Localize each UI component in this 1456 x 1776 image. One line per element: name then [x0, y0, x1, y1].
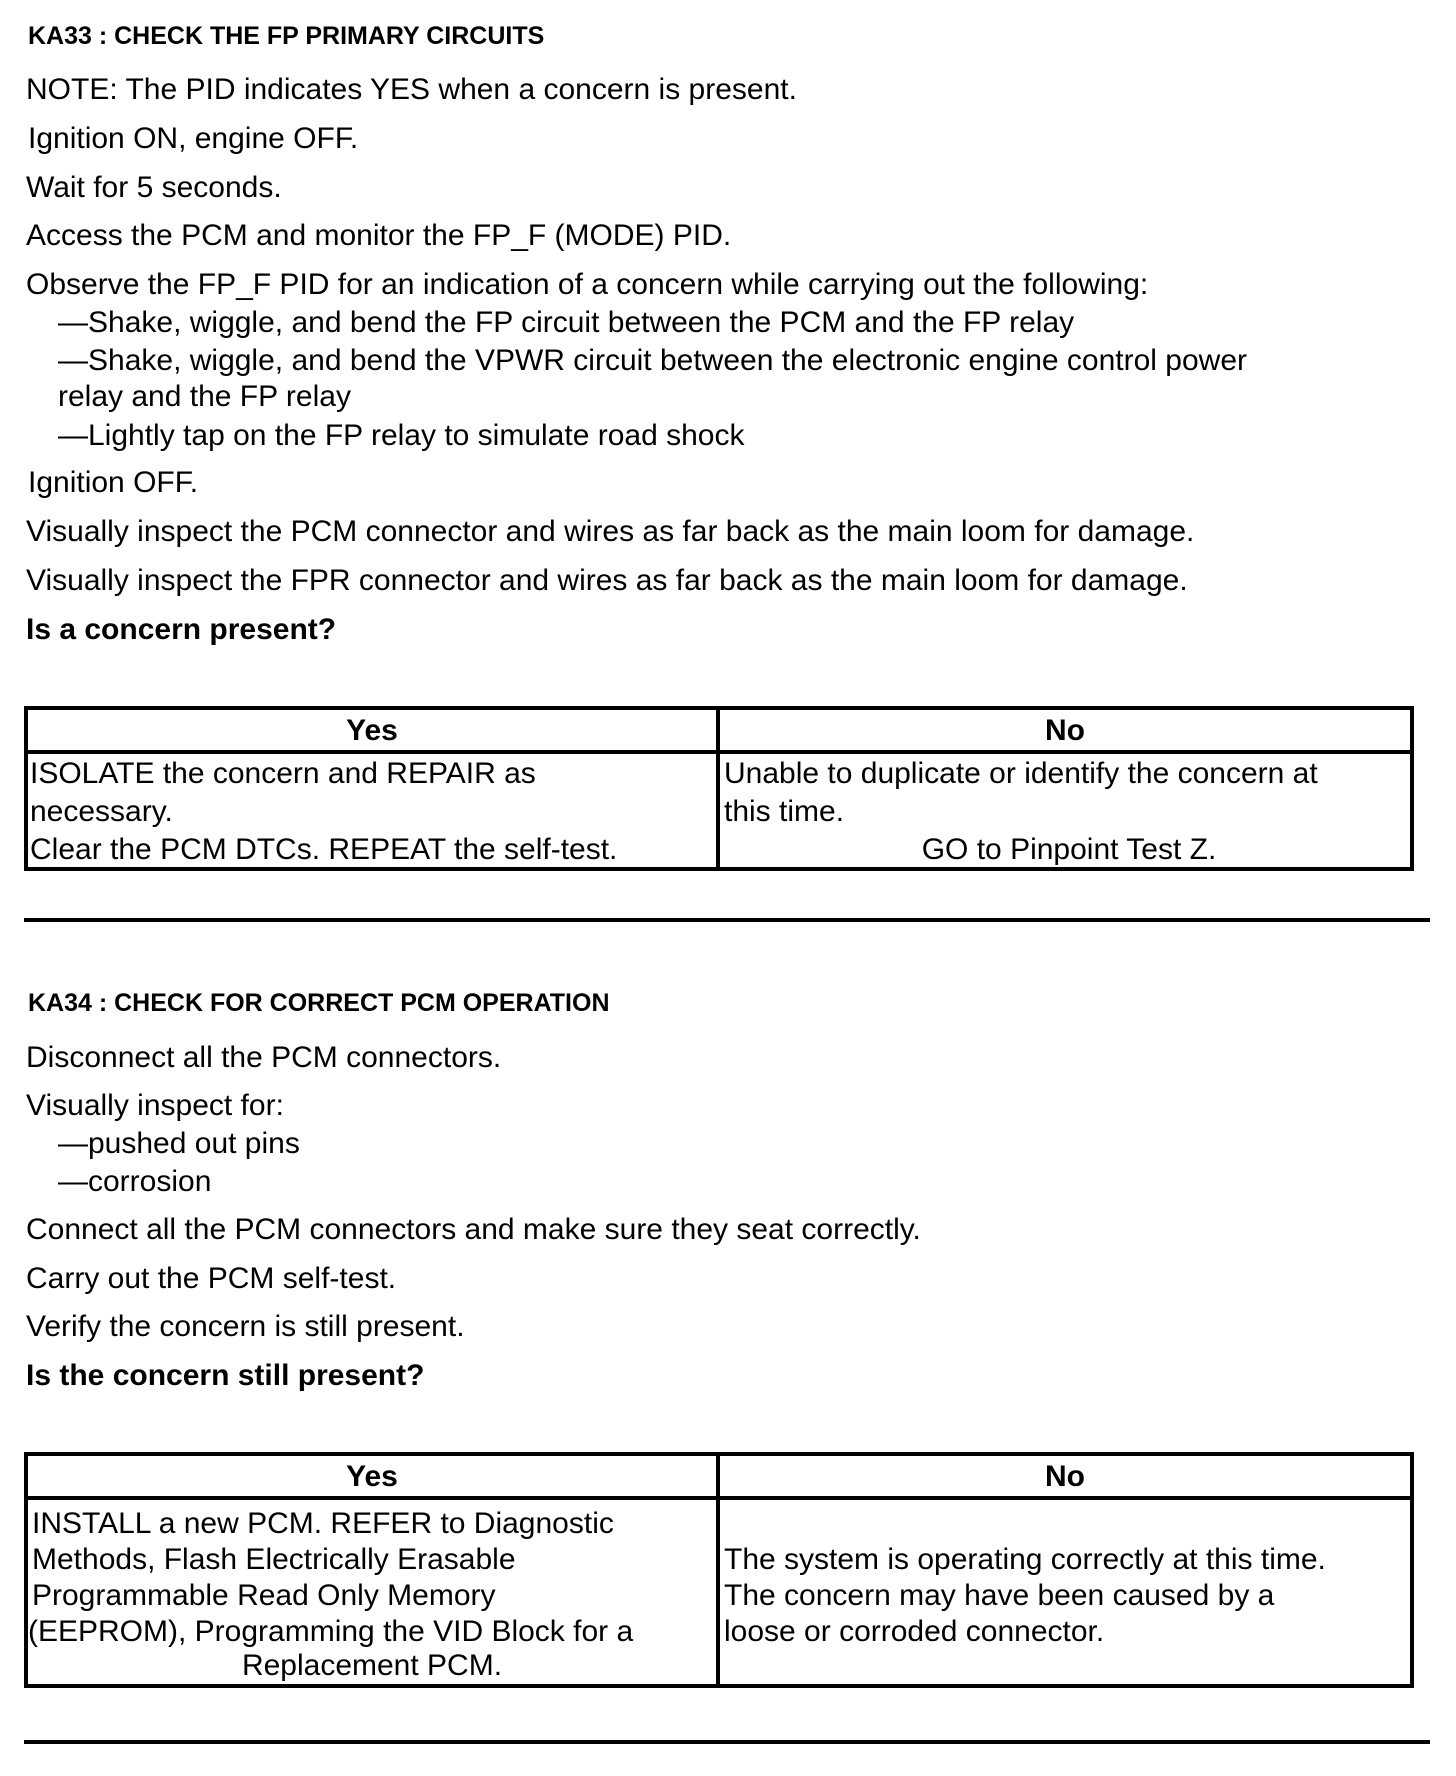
ka34-no-line: loose or corroded connector.	[724, 1615, 1105, 1648]
section-divider	[24, 1740, 1430, 1744]
ka33-step: Observe the FP_F PID for an indication of a concern while carrying out the following:	[26, 268, 1149, 301]
ka33-no-line: GO to Pinpoint Test Z.	[921, 833, 1217, 866]
ka33-yes-header: Yes	[346, 714, 398, 747]
ka33-substep: relay and the FP relay	[58, 380, 351, 413]
ka34-yes-header: Yes	[346, 1460, 398, 1493]
ka34-no-line: The system is operating correctly at this time.	[724, 1543, 1326, 1576]
ka34-yes-line: Replacement PCM.	[241, 1649, 503, 1682]
ka34-step: Disconnect all the PCM connectors.	[26, 1041, 502, 1074]
ka33-yes-line: necessary.	[30, 795, 173, 828]
ka34-no-header: No	[1045, 1460, 1085, 1493]
ka33-yes-line: ISOLATE the concern and REPAIR as	[30, 757, 536, 790]
ka34-step: Visually inspect for:	[26, 1089, 284, 1122]
ka33-step: Ignition ON, engine OFF.	[28, 122, 359, 155]
ka34-result-table	[24, 1452, 1414, 1688]
ka33-no-line: this time.	[724, 795, 845, 828]
ka33-no-header: No	[1045, 714, 1085, 747]
ka34-substep: —corrosion	[58, 1165, 212, 1198]
ka33-step: Visually inspect the FPR connector and wires as far back as the main loom for damage.	[26, 564, 1188, 597]
ka33-yes-line: Clear the PCM DTCs. REPEAT the self-test.	[30, 833, 618, 866]
ka34-step: Carry out the PCM self-test.	[26, 1262, 397, 1295]
section-divider	[24, 918, 1430, 922]
table-column-divider	[716, 710, 720, 867]
ka33-substep: —Lightly tap on the FP relay to simulate road shock	[58, 419, 745, 452]
ka34-yes-line: (EEPROM), Programming the VID Block for a	[28, 1615, 634, 1648]
ka34-yes-line: Programmable Read Only Memory	[32, 1579, 496, 1612]
ka33-heading: KA33 : CHECK THE FP PRIMARY CIRCUITS	[28, 22, 545, 50]
ka34-step: Verify the concern is still present.	[26, 1310, 465, 1343]
ka34-heading: KA34 : CHECK FOR CORRECT PCM OPERATION	[28, 989, 610, 1017]
ka34-yes-line: Methods, Flash Electrically Erasable	[32, 1543, 516, 1576]
ka33-result-table	[24, 706, 1414, 871]
ka33-step: NOTE: The PID indicates YES when a concern is present.	[26, 73, 797, 106]
ka33-no-line: Unable to duplicate or identify the concern at	[724, 757, 1318, 790]
ka33-substep: —Shake, wiggle, and bend the FP circuit between the PCM and the FP relay	[58, 306, 1075, 339]
ka34-question: Is the concern still present?	[26, 1359, 425, 1392]
ka34-substep: —pushed out pins	[58, 1127, 300, 1160]
ka33-step: Wait for 5 seconds.	[26, 171, 282, 204]
table-column-divider	[716, 1456, 720, 1684]
ka33-step: Ignition OFF.	[28, 466, 199, 499]
ka33-step: Access the PCM and monitor the FP_F (MODE) PID.	[26, 219, 732, 252]
ka33-question: Is a concern present?	[26, 613, 337, 646]
ka34-no-line: The concern may have been caused by a	[724, 1579, 1275, 1612]
ka34-yes-line: INSTALL a new PCM. REFER to Diagnostic	[32, 1507, 614, 1540]
ka34-step: Connect all the PCM connectors and make sure they seat correctly.	[26, 1213, 921, 1246]
ka33-step: Visually inspect the PCM connector and wires as far back as the main loom for damage.	[26, 515, 1195, 548]
ka33-substep: —Shake, wiggle, and bend the VPWR circuit between the electronic engine control power	[58, 344, 1247, 377]
